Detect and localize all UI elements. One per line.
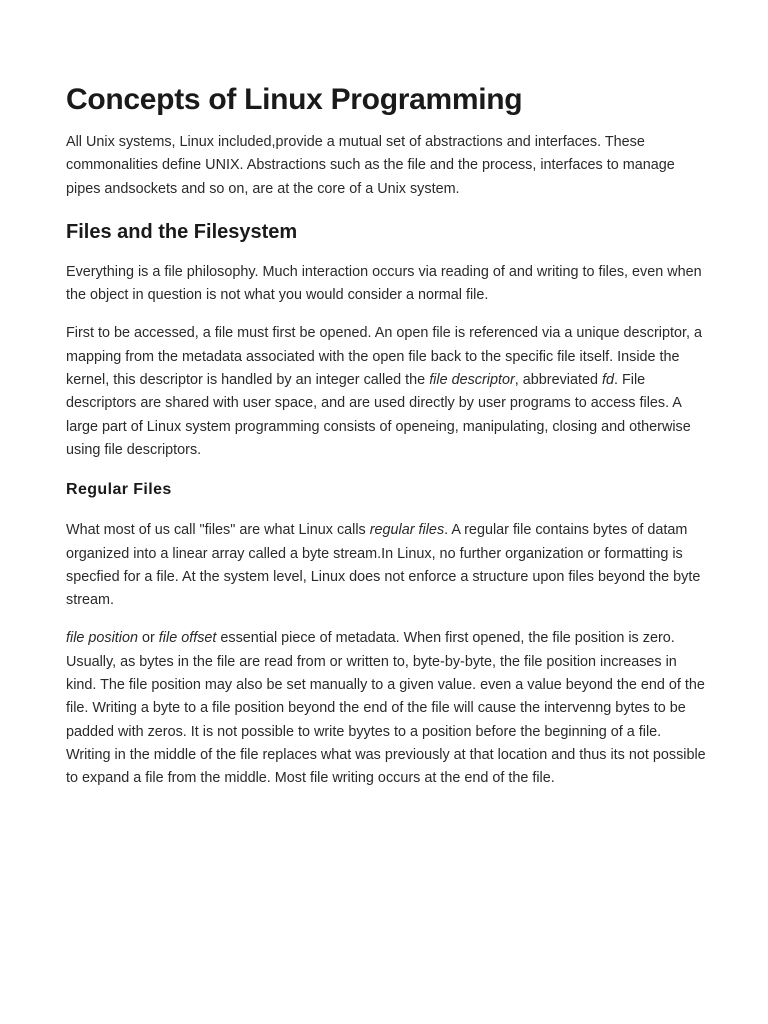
- regular-files-paragraph-1-text-2: . A regular file contains bytes of datam organized into a linear array called a byte stream.In Linux, no further organization or formatting is specfied for a file. At the system level, Linux does not enforce a structure upon files beyond the byte stream.: [66, 522, 701, 609]
- section-heading-files: Files and the Filesystem: [66, 220, 298, 243]
- files-paragraph-2: [66, 322, 708, 462]
- term-file-descriptor: file descriptor: [429, 372, 515, 389]
- term-regular-files: regular files: [369, 522, 445, 539]
- regular-files-paragraph-2-text-2: essential piece of metadata. When first opened, the file position is zero. Usually, as bytes in the file are read from or written to, byte-by-byte, the file position increases in kind. The file position may also be set manually to a given value. even a value beyond the end of the file. Writing a byte to a file position beyond the end of the file will cause the intervenng bytes to be padded with zeros. It is not possible to write byytes to a position before the beginning of a file. Writing in the middle of the file replaces what was previously at that location and thus its not possible to expand a file from the middle. Most file writing occurs at the end of the file.: [66, 630, 706, 787]
- regular-files-paragraph-2: [66, 627, 708, 790]
- regular-files-paragraph-2-text-1: or: [138, 630, 159, 647]
- files-paragraph-2-text-1: First to be accessed, a file must first be opened. An open file is referenced via a unique descriptor, a mapping from the metadata associated with the open file back to the specific file itself. Inside the kernel, this descriptor is handled by an integer called the: [66, 325, 702, 389]
- regular-files-paragraph-1-text-1: What most of us call "files" are what Linux calls: [66, 522, 370, 539]
- regular-files-paragraph-1: [66, 519, 708, 612]
- intro-paragraph: All Unix systems, Linux included,provide a mutual set of abstractions and interfaces. These commonalities define UNIX. Abstractions such as the file and the process, interfaces to manage pipes andsockets and so on, are at the core of a Unix system.: [66, 134, 675, 197]
- term-file-position: file position: [66, 630, 138, 647]
- term-fd: fd: [601, 372, 614, 389]
- page-title: Concepts of Linux Programming: [66, 83, 523, 116]
- files-paragraph-2-text-3: . File descriptors are shared with user space, and are used directly by user programs to access files. A large part of Linux system programming consists of openeing, manipulating, closing and otherwise using file descriptors.: [66, 372, 691, 458]
- term-file-offset: file offset: [158, 630, 217, 647]
- files-paragraph-2-text-2: , abbreviated: [514, 372, 602, 389]
- files-paragraph-1: Everything is a file philosophy. Much interaction occurs via reading of and writing to files, even when the object in question is not what you would consider a normal file.: [66, 263, 702, 304]
- subsection-heading-regular-files: Regular Files: [66, 481, 172, 499]
